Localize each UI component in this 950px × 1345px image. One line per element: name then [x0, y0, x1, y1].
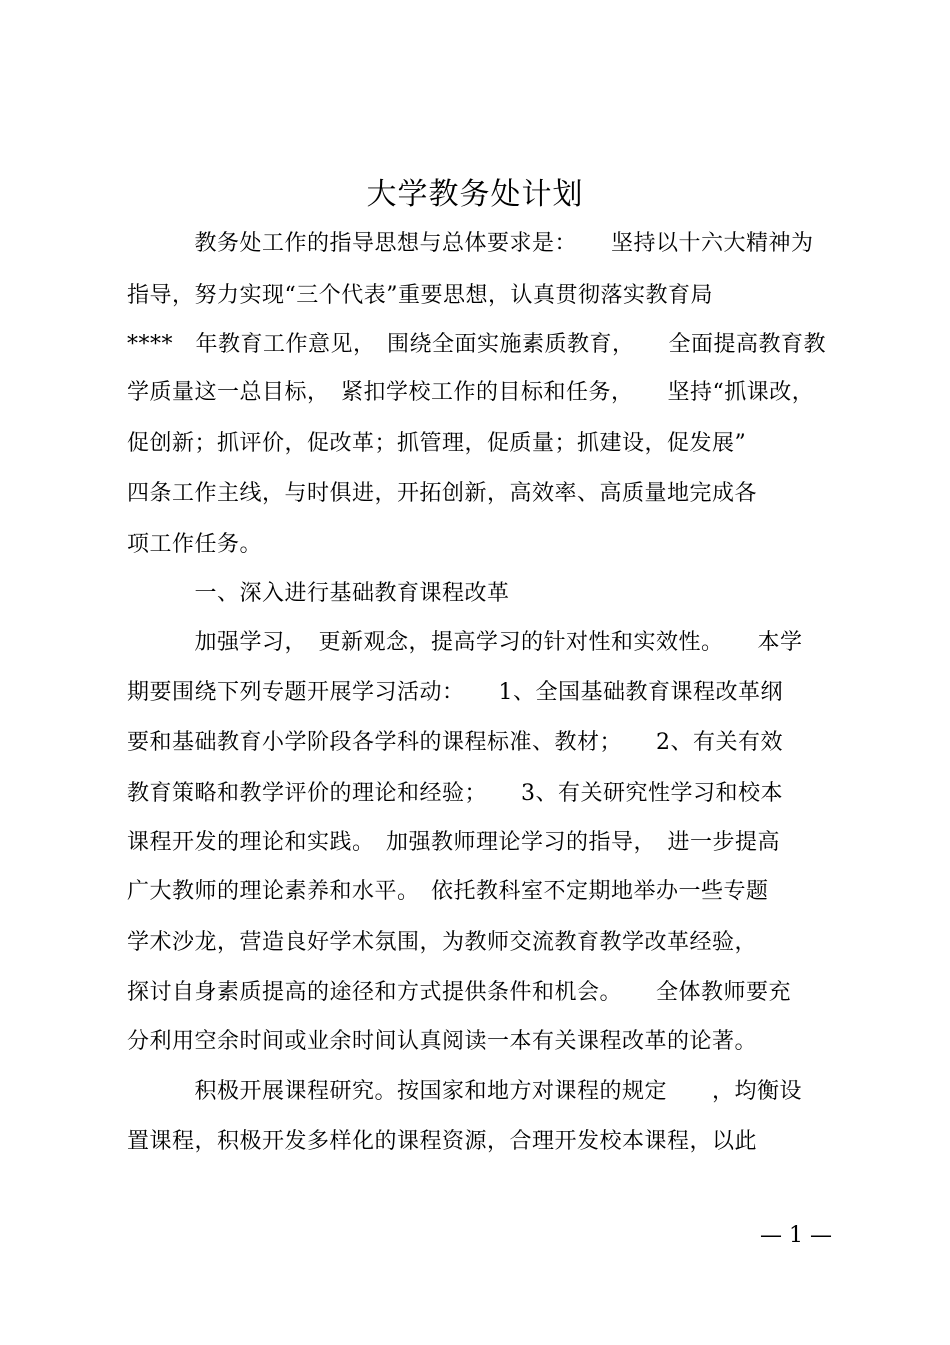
- document-title: 大学教务处计划: [366, 177, 584, 212]
- body-line: 积极开展课程研究。按国家和地方对课程的规定 ，均衡设: [127, 1079, 803, 1104]
- body-line: 学术沙龙，营造良好学术氛围，为教师交流教育教学改革经验，: [127, 930, 758, 955]
- body-line: 广大教师的理论素养和水平。 依托教科室不定期地举办一些专题: [127, 879, 769, 904]
- body-line: 学质量这一总目标， 紧扣学校工作的目标和任务， 坚持“抓课改，: [127, 380, 815, 405]
- body-line: 探讨自身素质提高的途径和方式提供条件和机会。 全体教师要充: [127, 980, 792, 1005]
- body-line: 指导，努力实现“三个代表”重要思想，认真贯彻落实教育局: [127, 283, 713, 308]
- body-line: 期要围绕下列专题开展学习活动： 1、全国基础教育课程改革纲: [127, 680, 783, 705]
- body-line: **** 年教育工作意见， 围绕全面实施素质教育， 全面提高教育教: [127, 332, 827, 357]
- body-line: 分利用空余时间或业余时间认真阅读一本有关课程改革的论著。: [127, 1029, 758, 1054]
- body-line: 加强学习， 更新观念，提高学习的针对性和实效性。 本学: [127, 630, 803, 655]
- page-number: — 1 —: [760, 1223, 832, 1248]
- body-line: 促创新；抓评价，促改革；抓管理，促质量；抓建设，促发展”: [127, 431, 747, 456]
- body-line: 课程开发的理论和实践。 加强教师理论学习的指导， 进一步提高: [127, 830, 781, 855]
- body-line: 要和基础教育小学阶段各学科的课程标准、教材； 2、有关有效: [127, 730, 783, 755]
- section-heading: 一、深入进行基础教育课程改革: [127, 581, 510, 606]
- body-line: 四条工作主线，与时俱进，开拓创新，高效率、高质量地完成各: [127, 481, 758, 506]
- body-line: 项工作任务。: [127, 532, 263, 557]
- body-line: 教育策略和教学评价的理论和经验； 3、有关研究性学习和校本: [127, 781, 783, 806]
- body-line: 教务处工作的指导思想与总体要求是： 坚持以十六大精神为: [127, 231, 814, 256]
- body-line: 置课程，积极开发多样化的课程资源，合理开发校本课程，以此: [127, 1129, 758, 1154]
